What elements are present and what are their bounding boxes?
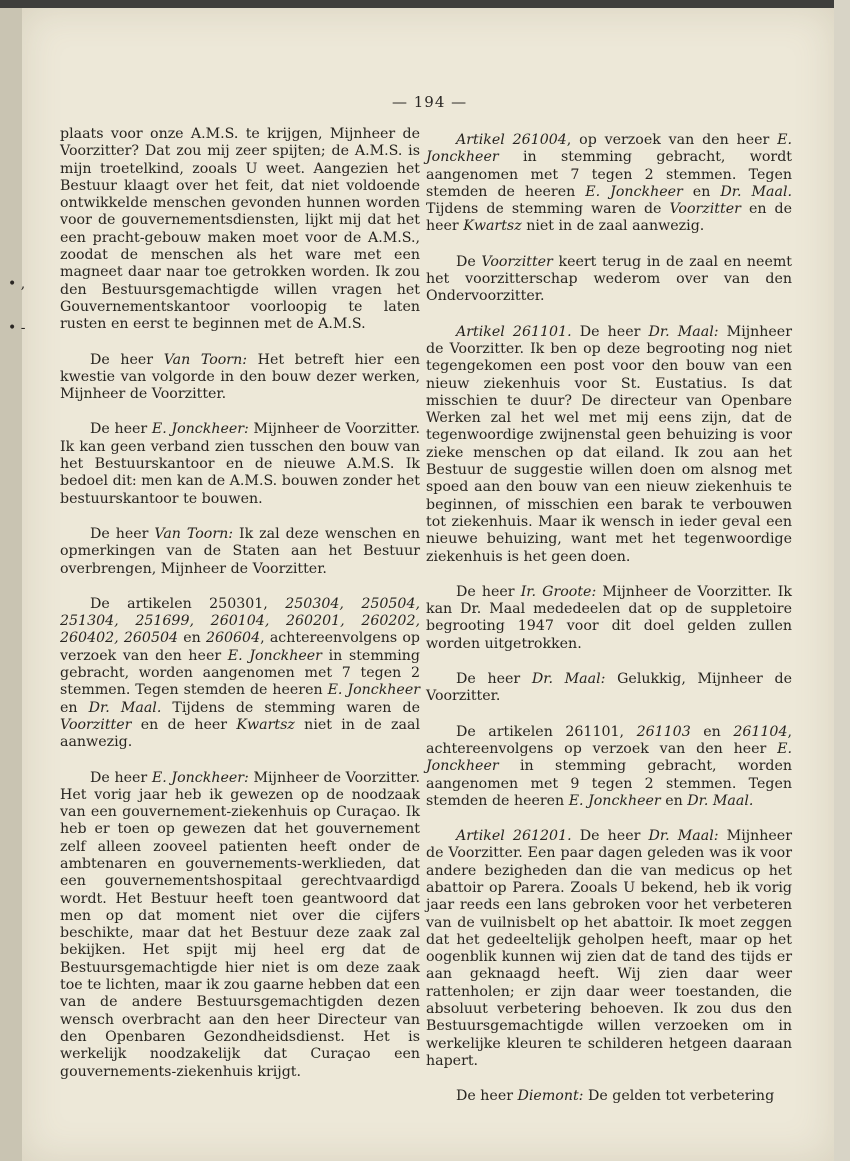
italic-text: Dr. Maal. [88, 699, 162, 716]
text: Gelukkig, Mijnheer de Voorzitter. [426, 671, 792, 705]
italic-text: Dr. Maal. [720, 183, 793, 200]
text: Mijnheer de Voorzitter. Ik kan geen verband zien tusschen den bouw van het Bestuurskantoor en de nieuwe A.M.S. Ik bedoel dit: men kan de A.M.S. bouwen zonder het bestuurskantoor te bouwen. [60, 421, 420, 507]
italic-text: Dr. Maal: [648, 828, 719, 845]
text: De artikelen 250301, [90, 595, 286, 612]
paragraph [60, 352, 420, 404]
italic-text: Dr. Maal: [531, 671, 606, 688]
italic-text: 261103 [636, 723, 691, 740]
paragraph [60, 770, 420, 1081]
paragraph [426, 132, 792, 236]
italic-text: E. Jonckheer [426, 740, 792, 775]
scan-right-border [834, 0, 850, 1161]
italic-text: Voorzitter [669, 201, 741, 218]
paragraph [426, 324, 792, 566]
text: Het betreft hier een kwestie van volgorde in den bouw dezer werken, Mijnheer de Voorzitter. [60, 351, 420, 403]
text: en [682, 183, 721, 200]
text: De gelden tot verbetering [583, 1088, 775, 1105]
italic-text: E. Jonckheer [327, 682, 421, 699]
text: De heer [90, 769, 152, 786]
text: in stemming gebracht, worden aangenomen met 7 tegen 2 stemmen. Tegen stemden de heeren [60, 647, 420, 699]
italic-text: E. Jonckheer [568, 792, 661, 809]
text: Mijnheer de Voorzitter. Ik kan Dr. Maal mededeelen dat op de suppletoire begrooting 1947 voor dit doel gelden zullen worden uitgetrokken. [426, 583, 792, 652]
paragraph [60, 421, 420, 507]
italic-text: 250304, 250504, 251304, 251699, 260104, 260201, 260202, 260402, 260504 [60, 595, 420, 647]
text: , achtereenvolgens op verzoek van den heer [426, 723, 792, 757]
page-number: — 194 — [392, 93, 468, 111]
text: De [456, 253, 482, 270]
italic-text: 260604 [205, 630, 261, 647]
margin-mark: • , [8, 276, 26, 292]
scan-top-border [0, 0, 850, 8]
text: Ik zal deze wenschen en opmerkingen van de Staten aan het Bestuur overbrengen, Mijnheer de Voorzitter. [60, 525, 420, 577]
text: plaats voor onze A.M.S. te krijgen, Mijnheer de Voorzitter? Dat zou mij zeer spijten; de A.M.S. is mijn troetelkind, zooals U weet. Aangezien het Bestuur klaagt over het feit, dat niet voldoende ontwikkelde menschen gevonden hunnen worden voor de gouvernementsdiensten, lijkt mij dat het een pracht-gebouw maken moet voor de A.M.S., zoodat de menschen als het ware met een magneet daar naar toe getrokken worden. Ik zou den Bestuursgemachtigde willen vragen het Gouvernementskantoor voorloopig te laten rusten en eerst te beginnen met de A.M.S. [60, 126, 420, 333]
italic-text: Dr. Maal. [687, 792, 754, 809]
italic-text: 261104 [733, 723, 788, 740]
italic-text: Voorzitter [481, 253, 553, 270]
text: niet in de zaal aanwezig. [60, 716, 420, 751]
text: De heer [456, 1088, 518, 1105]
italic-text: Dr. Maal: [648, 323, 719, 340]
paragraph [426, 724, 792, 810]
text: en de heer [131, 716, 237, 733]
text: , op verzoek van den heer [566, 132, 778, 148]
italic-text: E. Jonckheer [585, 183, 683, 200]
paragraph [426, 671, 792, 706]
text: De heer [90, 351, 164, 368]
paragraph [60, 526, 420, 578]
paragraph [426, 584, 792, 653]
text: Tijdens de stemming waren de [161, 699, 421, 716]
italic-text: Artikel 261004 [456, 132, 567, 148]
text: in stemming gebracht, worden aangenomen met 9 tegen 2 stemmen. Tegen stemden de heeren [426, 758, 792, 809]
paragraph [426, 254, 792, 306]
text: en [660, 792, 688, 809]
text: De heer [90, 421, 152, 438]
text: en [60, 699, 89, 716]
italic-text: Artikel 261201. [456, 828, 572, 845]
italic-text: Artikel 261101. [456, 323, 572, 340]
margin-mark: • - [8, 320, 26, 336]
italic-text: Van Toorn: [154, 525, 234, 542]
text: en [690, 723, 734, 740]
text: Mijnheer de Voorzitter. Een paar dagen geleden was ik voor andere bezigheden dan die van medicus op het abattoir op Parera. Zooals U bekend, heb ik vorig jaar reeds een lans gebroken voor het verbeteren van de vuilnisbelt op het abattoir. Ik moet zeggen dat het gedeeltelijk geholpen heeft, maar op het oogenblik kunnen wij zien dat de tand des tijds er aan geknaagd heeft. Wij zien daar weer rattenholen; er zijn daar weer toestanden, die absoluut verbetering behoeven. Ik zou dus den Bestuursgemachtigde willen verzoeken om in werkelijke kleuren te schilderen hetgeen daaraan hapert. [426, 828, 792, 1069]
text: keert terug in de zaal en neemt het voorzitterschap wederom over van den Ondervoorzitter. [426, 253, 792, 305]
text: niet in de zaal aanwezig. [521, 218, 705, 235]
italic-text: Voorzitter [60, 716, 132, 733]
text: De artikelen 261101, [456, 723, 637, 740]
text: De heer [571, 323, 649, 340]
italic-text: E. Jonckheer [426, 132, 792, 166]
italic-text: Ir. Groote: [520, 583, 597, 600]
text: Tijdens de stemming waren de [426, 201, 670, 218]
italic-text: Diemont: [517, 1088, 584, 1105]
paragraph [426, 1088, 792, 1105]
italic-text: Kwartsz [463, 218, 522, 235]
italic-text: E. Jonckheer: [151, 769, 249, 786]
paragraph [60, 596, 420, 752]
paragraph [60, 126, 420, 334]
right-text-column [426, 132, 792, 1106]
text: Mijnheer de Voorzitter. Het vorig jaar heb ik gewezen op de noodzaak van een gouvernement-ziekenhuis op Curaçao. Ik heb er toen op gewezen dat het gouvernement zelf alleen zooveel patienten heeft onder de ambtenaren en gouvernements-werklieden, dat een gouvernementshospitaal gerechtvaardigd wordt. Het Bestuur heeft toen geantwoord dat men op dat moment niet over die cijfers beschikte, maar dat het Bestuur deze zaak zal bekijken. Het spijt mij heel erg dat de Bestuursgemachtigde hier niet is om deze zaak toe te lichten, maar ik zou gaarne hebben dat een van de andere Bestuursgemachtigden dezen wensch overbracht aan den heer Directeur van den Openbaren Gezondheidsdienst. Het is werkelijk noodzakelijk dat Curaçao een gouvernements-ziekenhuis krijgt. [60, 769, 420, 1080]
italic-text: Kwartsz [236, 716, 295, 733]
text: , achtereenvolgens op verzoek van den heer [60, 630, 420, 664]
scan-left-border [0, 8, 22, 1161]
text: en [178, 630, 206, 647]
left-text-column [60, 126, 420, 1081]
text: Mijnheer de Voorzitter. Ik ben op deze begrooting nog niet tegengekomen een post voor den bouw van een nieuw ziekenhuis voor St. Eustatius. Is dat misschien te duur? De directeur van Openbare Werken zal het wel met mij eens zijn, dat de tegenwoordige zwijnenstal geen behuizing is voor zieke menschen op dat eiland. Ik zou aan het Bestuur de suggestie willen doen om alsnog met spoed aan den bouw van een nieuw ziekenhuis te beginnen, of misschien een barak te verbouwen tot ziekenhuis. Maar ik wensch in ieder geval een nieuwe behuizing, want met het tegenwoordige ziekenhuis is het geen doen. [426, 323, 792, 565]
text: De heer [456, 671, 532, 688]
italic-text: Van Toorn: [163, 351, 247, 368]
text: in stemming gebracht, wordt aangenomen met 7 tegen 2 stemmen. Tegen stemden de heeren [426, 149, 792, 200]
text: De heer [90, 525, 155, 542]
paragraph [426, 828, 792, 1070]
text: en de heer [426, 201, 793, 235]
text: De heer [456, 583, 521, 600]
italic-text: E. Jonckheer: [151, 421, 249, 438]
italic-text: E. Jonckheer [227, 647, 322, 664]
text: De heer [571, 828, 649, 845]
